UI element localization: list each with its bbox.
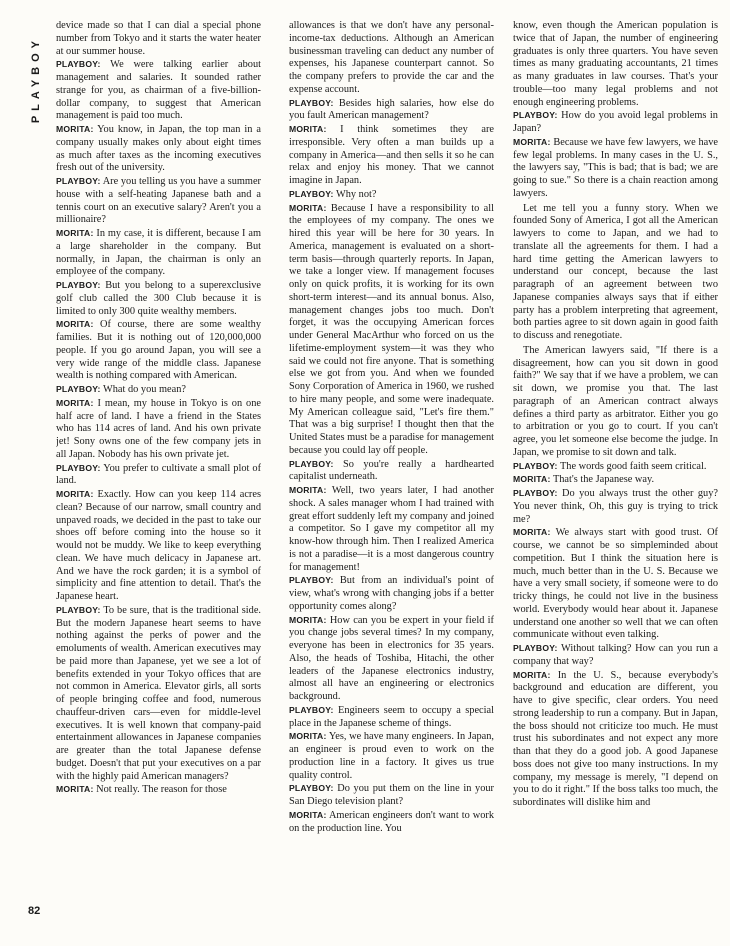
paragraph — [289, 574, 494, 613]
paragraph — [289, 704, 494, 731]
paragraph-text: So you're really a hardhearted capitalist underneath. — [289, 458, 494, 483]
paragraph-text: Why not? — [335, 188, 377, 200]
speaker-label: MORITA: — [289, 202, 327, 213]
paragraph-text: What do you mean? — [102, 384, 186, 395]
paragraph — [56, 783, 261, 797]
paragraph-text: We always start with good trust. Of course, we cannot be so simpleminded about competition. But I think the situation here is much, much better than in the U. S. Because we have a very small society, if someone were to do tricky things, he could not live in the business world. Everybody would hear about it. Japanese understand one another so well that we can often communicate without even talking. — [513, 527, 718, 641]
speaker-label: MORITA: — [513, 136, 551, 147]
paragraph — [289, 614, 494, 704]
paragraph-text: We were talking earlier about management and salaries. It sounded rather strange for you, as chairman of a five-billion-dollar company, to suggest that American management is paid too much. — [56, 59, 261, 122]
paragraph — [56, 279, 261, 318]
paragraph-text: Do you always trust the other guy? You never think, Oh, this guy is trying to trick me? — [513, 488, 718, 525]
paragraph — [56, 383, 261, 397]
paragraph-text: The words good faith seem critical. — [559, 460, 707, 472]
paragraph — [56, 227, 261, 279]
paragraph — [56, 488, 261, 604]
speaker-label: MORITA: — [513, 474, 551, 485]
paragraph — [289, 97, 494, 124]
paragraph-text: How do you avoid legal problems in Japan? — [513, 110, 718, 134]
paragraph — [289, 484, 494, 574]
paragraph-text: But you belong to a superexclusive golf club called the 300 Club because it is limited to only 300 quite wealthy members. — [56, 280, 261, 317]
speaker-label: PLAYBOY: — [289, 458, 334, 469]
paragraph-text: Because I have a responsibility to all the employees of my company. The ones we hired this year will be here for 30 years. In America, management is evaluated on a short-term basis—through quarterly reports. In Japan, we take a longer view. If management focuses only on quick profits, it is working for its own short-term interest—and its annual bonus. Also, management changes jobs too much. Don't forget, it was the occupying American forces under General MacArthur who forced on us the lifetime-employment system—it was they who said we could not fire anyone. That is something else we got from you. And when we founded Sony Corporation of America in 1960, we rushed to hire many people, and some were inadequate. My American colleague said, "Let's fire them." That was a big surprise! I thought then that the United States must be a paradise for management because you could lay off people. — [289, 202, 494, 456]
paragraph-text: To be sure, that is the traditional side. But the modern Japanese heart seems to have nothing against the perks of power and the emoluments of wealth. American executives may be paid more than Japanese, yet we see a lot of benefits extended in your Tokyo offices that are not common in America. Elevator girls, all sorts of people bringing coffee and food, numerous chauffeur-driven cars—even for middle-level executives. It is well known that company-paid entertainment allowances in Japanese companies are greater than the total Japanese defense budget. Doesn't that put your executives on a par with the highly paid American managers? — [56, 604, 261, 782]
speaker-label: PLAYBOY: — [56, 59, 101, 70]
article-column-1 — [56, 20, 261, 925]
paragraph — [289, 730, 494, 782]
paragraph — [513, 345, 718, 460]
paragraph-text: In my case, it is different, because I am a large shareholder in the company. But normally, in Japan, the chairman is only an employee of the company. — [56, 228, 261, 278]
speaker-label: PLAYBOY: — [289, 783, 334, 794]
speaker-label: PLAYBOY: — [289, 188, 334, 199]
speaker-label: PLAYBOY: — [56, 280, 101, 290]
speaker-label: MORITA: — [289, 124, 327, 134]
paragraph-text: device made so that I can dial a special phone number from Tokyo and it starts the water heater at our summer house. — [56, 20, 261, 57]
speaker-label: MORITA: — [56, 228, 94, 238]
paragraph-text: know, even though the American population is twice that of Japan, the number of engineering graduates is only three quarters. You have seven times as many graduating accountants, 21 times as many graduates in law courses. That's your trouble—too many legal problems and not enough engineering problems. — [513, 20, 718, 108]
paragraph-text: Without talking? How can you run a company that way? — [513, 643, 718, 667]
paragraph-text: Of course, there are some wealthy families. But it is nothing out of 120,000,000 people. If you go around Japan, you will see a very wide range of the middle class. Japanese wealth is nothing compared with American. — [56, 319, 261, 382]
speaker-label: MORITA: — [513, 527, 551, 538]
speaker-label: PLAYBOY: — [513, 488, 558, 498]
speaker-label: MORITA: — [56, 489, 94, 499]
paragraph — [513, 460, 718, 474]
paragraph-text: Not really. The reason for those — [96, 784, 227, 796]
paragraph — [513, 473, 718, 487]
speaker-label: MORITA: — [56, 319, 94, 330]
speaker-label: PLAYBOY: — [56, 462, 101, 473]
paragraph-text: Besides high salaries, how else do you fault American management? — [289, 97, 494, 122]
paragraph-text: You know, in Japan, the top man in a company usually makes only about eight times as much after taxes as the incoming executives fresh out of the university. — [56, 124, 261, 174]
speaker-label: PLAYBOY: — [56, 604, 101, 615]
paragraph — [56, 462, 261, 489]
speaker-label: MORITA: — [289, 731, 327, 742]
paragraph-text: In the U. S., because everybody's background and education are different, you have to give specific, clear orders. You need strong leadership to run a company. But in Japan, the boss should not criticize too much. He must trust his subordinates and not expect any more than that they do a good job. A good Japanese boss does not give too many instructions. In my company, my message is merely, "I depend on you to do it right." If the boss talks too much, the subordinates will dislike him and — [513, 669, 718, 808]
paragraph-text: How can you be expert in your field if you change jobs several times? In my company, everyone has been in electronics for 35 years. Also, the heads of Toshiba, Hitachi, the other leaders of the Japanese electronics industry, almost all have an engineering or electronics background. — [289, 614, 494, 702]
speaker-label: MORITA: — [56, 784, 94, 795]
paragraph — [513, 487, 718, 526]
paragraph-text: Exactly. How can you keep 114 acres clean? Because of our narrow, small country and unpaved roads, we decided in the past to take our shoes off before coming into the house so it would not be muddy. We like to keep everything clean. We have much delicacy in Japanese art. And we have the rock garden; it is a symbol of simplicity and fine attention to detail. That's the Japanese heart. — [56, 489, 261, 602]
paragraph-text: The American lawyers said, "If there is a disagreement, how can you sit down in good faith?" We say that if we have a problem, we can sit down, we promise you that. The last paragraph of an American contract always defines a third party as arbitrator. Either you go to arbitration or you go to court. If you can't agree, you let someone else become the judge. In Japan, we promise to sit down and talk. — [513, 344, 718, 458]
paragraph — [513, 109, 718, 136]
speaker-label: PLAYBOY: — [513, 643, 558, 653]
paragraph — [513, 526, 718, 642]
speaker-label: PLAYBOY: — [513, 110, 558, 121]
speaker-label: MORITA: — [56, 124, 94, 134]
magazine-name: PLAYBOY — [30, 36, 42, 124]
paragraph — [289, 782, 494, 809]
paragraph — [289, 20, 494, 97]
paragraph-text: Because we have few lawyers, we have few legal problems. In many cases in the U. S., the lawyers say, "This is bad; that is bad; we are going to sue." So there is a chain reaction among lawyers. — [513, 136, 718, 199]
paragraph-text: I mean, my house in Tokyo is on one half acre of land. I have a friend in the States who has 114 acres of land. And his own private jet! Sony owns one of the few company jets in all Japan. Nobody has his own private jet. — [56, 397, 261, 460]
speaker-label: PLAYBOY: — [56, 384, 101, 394]
paragraph — [289, 202, 494, 458]
paragraph — [56, 20, 261, 58]
paragraph — [289, 123, 494, 188]
paragraph — [513, 20, 718, 109]
paragraph-text: allowances is that we don't have any personal-income-tax deductions. Although an American businessman traveling can deduct any number of expenses, his Japanese counterpart cannot. So the company prefers to provide the car and the expense account. — [289, 20, 494, 95]
paragraph-text: American engineers don't want to work on the production line. You — [289, 809, 494, 834]
paragraph — [289, 809, 494, 836]
paragraph — [56, 318, 261, 383]
speaker-label: PLAYBOY: — [289, 704, 334, 715]
paragraph-text: You prefer to cultivate a small plot of land. — [56, 462, 261, 487]
article-column-2 — [289, 20, 494, 925]
paragraph-text: Are you telling us you have a summer house with a self-heating Japanese bath and a tennis court on an executive salary? Aren't you a millionaire? — [56, 176, 261, 226]
speaker-label: MORITA: — [56, 397, 94, 408]
paragraph — [56, 58, 261, 123]
speaker-label: MORITA: — [289, 485, 327, 495]
speaker-label: MORITA: — [513, 669, 551, 680]
paragraph — [56, 123, 261, 175]
speaker-label: PLAYBOY: — [289, 575, 334, 586]
paragraph-text: Engineers seem to occupy a special place in the Japanese scheme of things. — [289, 704, 494, 729]
paragraph-text: Let me tell you a funny story. When we founded Sony of America, I got all the American lawyers to come to Japan, and we had to translate all the agreements for them. I had a hard time getting the American lawyers to understand our concept, because the last paragraph of an agreement between two Japanese companies always says that if either party has a problem interpreting that agreement, both parties agree to sit down again in good faith to discuss and renegotiate. — [513, 202, 718, 341]
paragraph — [289, 188, 494, 202]
paragraph-text: I think sometimes they are irresponsible. Very often a man builds up a company in America—and then sells it so he can relax and enjoy his money. That we cannot imagine in Japan. — [289, 124, 494, 186]
paragraph-text: Yes, we have many engineers. In Japan, an engineer is proud even to work on the production line in a factory. It gives us true quality control. — [289, 731, 494, 781]
paragraph-text: Do you put them on the line in your San Diego television plant? — [289, 783, 494, 807]
paragraph-text: Well, two years later, I had another shock. A sales manager whom I had trained with great effort suddenly left my company and joined a competitor. So I gave my competitor all my know-how through him. Then I realized America is not a paradise—it is a most dangerous country for management! — [289, 485, 494, 573]
paragraph-text: That's the Japanese way. — [552, 474, 655, 486]
speaker-label: PLAYBOY: — [56, 176, 101, 186]
paragraph — [56, 604, 261, 784]
paragraph — [56, 397, 261, 462]
speaker-label: MORITA: — [289, 809, 327, 820]
speaker-label: PLAYBOY: — [513, 460, 558, 471]
paragraph-text: But from an individual's point of view, what's wrong with changing jobs if a better opportunity comes along? — [289, 575, 494, 612]
speaker-label: PLAYBOY: — [289, 97, 334, 108]
paragraph — [56, 175, 261, 227]
paragraph — [513, 642, 718, 669]
paragraph — [513, 669, 718, 810]
paragraph — [513, 136, 718, 201]
article-column-3 — [513, 20, 718, 925]
page-number: 82 — [28, 905, 41, 917]
paragraph — [513, 203, 718, 343]
paragraph — [289, 458, 494, 485]
speaker-label: MORITA: — [289, 614, 327, 625]
